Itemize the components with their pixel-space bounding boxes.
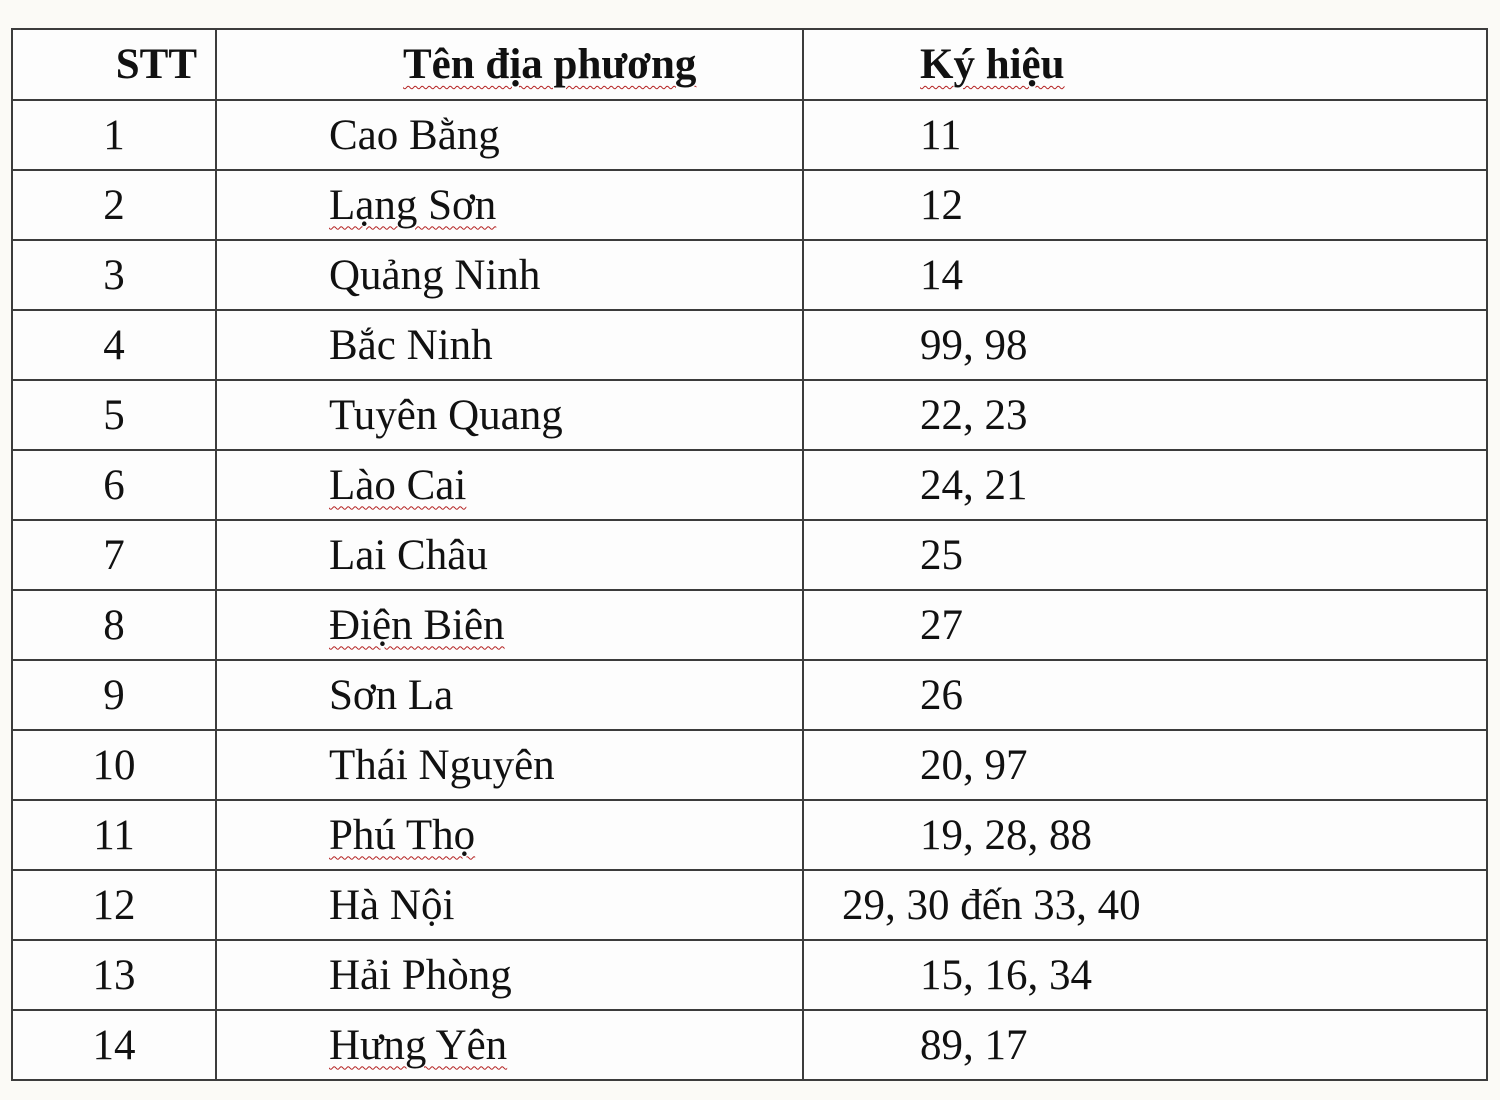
cell-code: 26 [803, 660, 1487, 730]
cell-name-text: Tuyên Quang [329, 391, 563, 439]
header-name-text: Tên địa phương [403, 41, 697, 88]
cell-code: 20, 97 [803, 730, 1487, 800]
cell-stt: 7 [12, 520, 216, 590]
cell-stt: 1 [12, 100, 216, 170]
table-row [12, 310, 1487, 380]
cell-stt: 8 [12, 590, 216, 660]
cell-name [216, 660, 803, 730]
cell-stt: 3 [12, 240, 216, 310]
cell-name [216, 310, 803, 380]
cell-name [216, 450, 803, 520]
table-row [12, 170, 1487, 240]
cell-stt: 4 [12, 310, 216, 380]
cell-name-text: Cao Bằng [329, 111, 500, 159]
cell-name [216, 730, 803, 800]
cell-name-text: Lạng Sơn [329, 181, 497, 229]
cell-code: 19, 28, 88 [803, 800, 1487, 870]
cell-stt: 5 [12, 380, 216, 450]
cell-stt: 10 [12, 730, 216, 800]
header-code [803, 29, 1487, 100]
header-code-text: Ký hiệu [920, 41, 1065, 88]
cell-stt: 12 [12, 870, 216, 940]
cell-name [216, 940, 803, 1010]
cell-name-text: Bắc Ninh [329, 321, 493, 369]
cell-code: 89, 17 [803, 1010, 1487, 1080]
cell-name-text: Sơn La [329, 671, 454, 719]
cell-stt: 14 [12, 1010, 216, 1080]
cell-code: 11 [803, 100, 1487, 170]
cell-name-text: Thái Nguyên [329, 741, 555, 789]
cell-name-text: Quảng Ninh [329, 251, 541, 299]
cell-stt: 9 [12, 660, 216, 730]
table-row [12, 1010, 1487, 1080]
table-row [12, 730, 1487, 800]
cell-name [216, 100, 803, 170]
table-row [12, 660, 1487, 730]
cell-code: 12 [803, 170, 1487, 240]
cell-name [216, 380, 803, 450]
table-header-row [12, 29, 1487, 100]
table-row [12, 520, 1487, 590]
cell-name [216, 520, 803, 590]
cell-name [216, 800, 803, 870]
table-row [12, 100, 1487, 170]
table-row [12, 240, 1487, 310]
header-name [216, 29, 803, 100]
cell-stt: 2 [12, 170, 216, 240]
cell-name-text: Hà Nội [329, 881, 455, 929]
cell-code: 14 [803, 240, 1487, 310]
cell-code: 27 [803, 590, 1487, 660]
cell-name [216, 870, 803, 940]
table-row [12, 450, 1487, 520]
cell-code: 22, 23 [803, 380, 1487, 450]
cell-stt: 11 [12, 800, 216, 870]
cell-code: 99, 98 [803, 310, 1487, 380]
header-stt: STT [12, 29, 216, 100]
cell-code: 25 [803, 520, 1487, 590]
table-row [12, 940, 1487, 1010]
table-row [12, 590, 1487, 660]
cell-name [216, 590, 803, 660]
table-row [12, 380, 1487, 450]
cell-code: 24, 21 [803, 450, 1487, 520]
cell-stt: 6 [12, 450, 216, 520]
cell-name-text: Lào Cai [329, 461, 467, 509]
cell-name-text: Điện Biên [329, 601, 505, 649]
table-row [12, 800, 1487, 870]
cell-code: 29, 30 đến 33, 40 [803, 870, 1487, 940]
cell-name-text: Hải Phòng [329, 951, 512, 999]
cell-name-text: Hưng Yên [329, 1021, 508, 1069]
cell-code: 15, 16, 34 [803, 940, 1487, 1010]
table-row [12, 870, 1487, 940]
cell-name-text: Phú Thọ [329, 811, 476, 859]
province-code-table [11, 28, 1488, 1081]
cell-stt: 13 [12, 940, 216, 1010]
cell-name-text: Lai Châu [329, 531, 488, 579]
cell-name [216, 240, 803, 310]
cell-name [216, 170, 803, 240]
cell-name [216, 1010, 803, 1080]
